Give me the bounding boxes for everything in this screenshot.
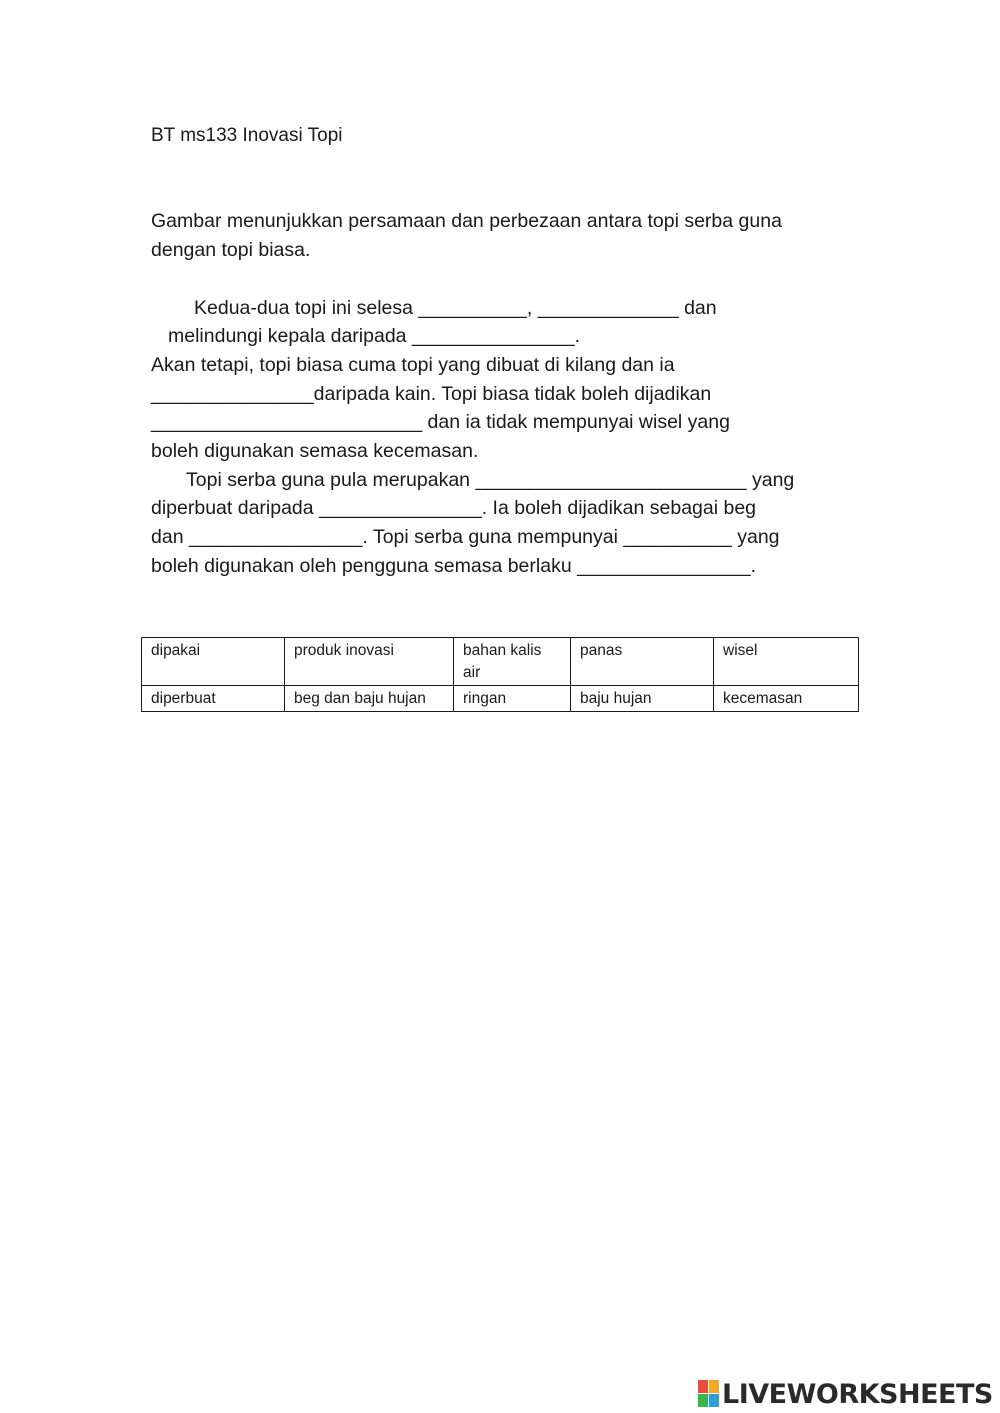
passage-line: Topi serba guna pula merupakan _________________________ yang — [186, 469, 795, 491]
logo-square-red — [698, 1380, 708, 1393]
word-bank-cell: diperbuat — [142, 686, 285, 712]
logo-square-orange — [709, 1380, 719, 1393]
passage-line: dan ________________. Topi serba guna mempunyai __________ yang — [151, 526, 780, 548]
passage-line: melindungi kepala daripada _______________. — [168, 325, 581, 347]
logo-square-blue — [709, 1394, 719, 1407]
word-bank-cell: wisel — [714, 638, 859, 686]
passage-line: _________________________ dan ia tidak mempunyai wisel yang — [151, 411, 730, 433]
passage-line: Kedua-dua topi ini selesa __________, _____________ dan — [194, 297, 717, 319]
word-bank-table — [141, 637, 859, 712]
passage-line: diperbuat daripada _______________. Ia boleh dijadikan sebagai beg — [151, 497, 757, 519]
passage-line: boleh digunakan oleh pengguna semasa berlaku ________________. — [151, 555, 757, 577]
liveworksheets-logo-icon — [698, 1380, 720, 1408]
liveworksheets-logo[interactable] — [698, 1378, 993, 1410]
passage-line: Gambar menunjukkan persamaan dan perbezaan antara topi serba guna — [151, 210, 782, 232]
word-bank-cell: bahan kalis air — [454, 638, 571, 686]
word-bank-cell: dipakai — [142, 638, 285, 686]
word-bank-cell: kecemasan — [714, 686, 859, 712]
word-bank-cell: produk inovasi — [285, 638, 454, 686]
word-bank-row — [142, 638, 859, 686]
logo-square-green — [698, 1394, 708, 1407]
document-title: BT ms133 Inovasi Topi — [151, 125, 343, 146]
word-bank-cell: ringan — [454, 686, 571, 712]
word-bank-cell: beg dan baju hujan — [285, 686, 454, 712]
word-bank-cell: panas — [571, 638, 714, 686]
passage-line: boleh digunakan semasa kecemasan. — [151, 440, 479, 462]
liveworksheets-logo-text: LIVEWORKSHEETS — [722, 1378, 993, 1410]
passage-line: _______________daripada kain. Topi biasa tidak boleh dijadikan — [151, 383, 712, 405]
passage-line: Akan tetapi, topi biasa cuma topi yang dibuat di kilang dan ia — [151, 354, 675, 376]
word-bank-row — [142, 686, 859, 712]
passage-line: dengan topi biasa. — [151, 239, 311, 261]
word-bank-cell: baju hujan — [571, 686, 714, 712]
